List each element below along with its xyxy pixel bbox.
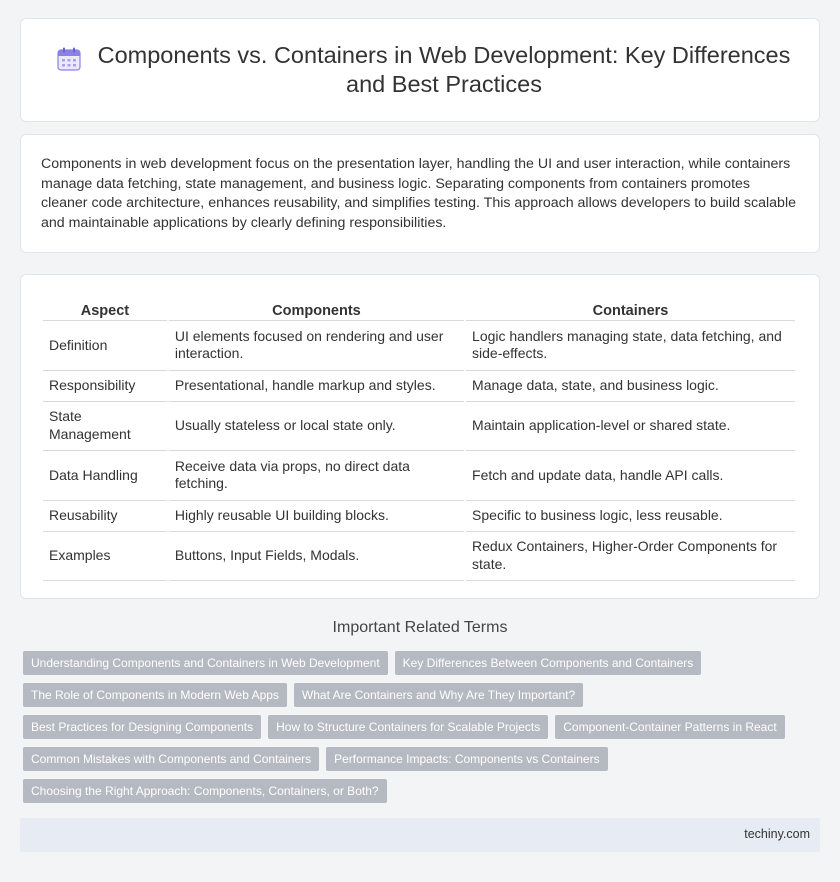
cell-components: Receive data via props, no direct data fetching. [169,451,464,501]
cell-aspect: Examples [43,532,167,582]
cell-containers: Redux Containers, Higher-Order Components for state. [466,532,795,582]
intro-paragraph: Components in web development focus on the presentation layer, handling the UI and user interaction, while containers manage data fetching, state management, and business logic. Separating components from containers promotes cleaner code architecture, enhances reusability, and simplifies testing. This approach allows developers to build scalable and maintainable applications by clearly defining responsibilities. [41,156,796,231]
footer-site[interactable]: techiny.com [744,827,810,841]
page-title: Components vs. Containers in Web Development: Key Differences and Best Practices [97,42,791,97]
related-tag[interactable]: Best Practices for Designing Components [23,715,261,739]
cell-aspect: Definition [43,321,167,371]
comparison-table [41,295,797,581]
calendar-icon [55,45,83,73]
related-tag[interactable]: What Are Containers and Why Are They Important? [294,683,583,707]
tag-row [23,683,813,707]
table-row [43,532,795,582]
related-tag[interactable]: Performance Impacts: Components vs Containers [326,747,607,771]
cell-containers: Fetch and update data, handle API calls. [466,451,795,501]
related-terms-title: Important Related Terms [332,619,508,636]
header-card [20,18,820,122]
tag-row [23,779,813,803]
footer [20,818,820,852]
cell-containers: Manage data, state, and business logic. [466,371,795,402]
intro-card [20,134,820,253]
cell-aspect: Data Handling [43,451,167,501]
cell-containers: Logic handlers managing state, data fetching, and side-effects. [466,321,795,371]
cell-components: Usually stateless or local state only. [169,402,464,452]
related-tag[interactable]: Key Differences Between Components and Containers [395,651,702,675]
table-row [43,321,795,371]
table-row [43,402,795,452]
cell-components: Highly reusable UI building blocks. [169,501,464,532]
related-tag[interactable]: Understanding Components and Containers in Web Development [23,651,388,675]
table-header-row [43,295,795,321]
cell-aspect: Reusability [43,501,167,532]
header-inner [41,41,799,99]
cell-components: Presentational, handle markup and styles. [169,371,464,402]
table-row [43,451,795,501]
related-tag[interactable]: Choosing the Right Approach: Components, Containers, or Both? [23,779,387,803]
comparison-card [20,274,820,599]
header-components: Components [169,295,464,321]
cell-components: UI elements focused on rendering and user interaction. [169,321,464,371]
related-tags [23,651,813,811]
table-row [43,501,795,532]
related-tag[interactable]: How to Structure Containers for Scalable Projects [268,715,548,739]
cell-containers: Specific to business logic, less reusable. [466,501,795,532]
related-tag[interactable]: Component-Container Patterns in React [555,715,784,739]
tag-row [23,747,813,771]
related-tag[interactable]: The Role of Components in Modern Web Apps [23,683,287,707]
tag-row [23,651,813,675]
cell-aspect: State Management [43,402,167,452]
header-aspect: Aspect [43,295,167,321]
cell-containers: Maintain application-level or shared state. [466,402,795,452]
cell-components: Buttons, Input Fields, Modals. [169,532,464,582]
table-row [43,371,795,402]
cell-aspect: Responsibility [43,371,167,402]
related-tag[interactable]: Common Mistakes with Components and Containers [23,747,319,771]
tag-row [23,715,813,739]
header-containers: Containers [466,295,795,321]
